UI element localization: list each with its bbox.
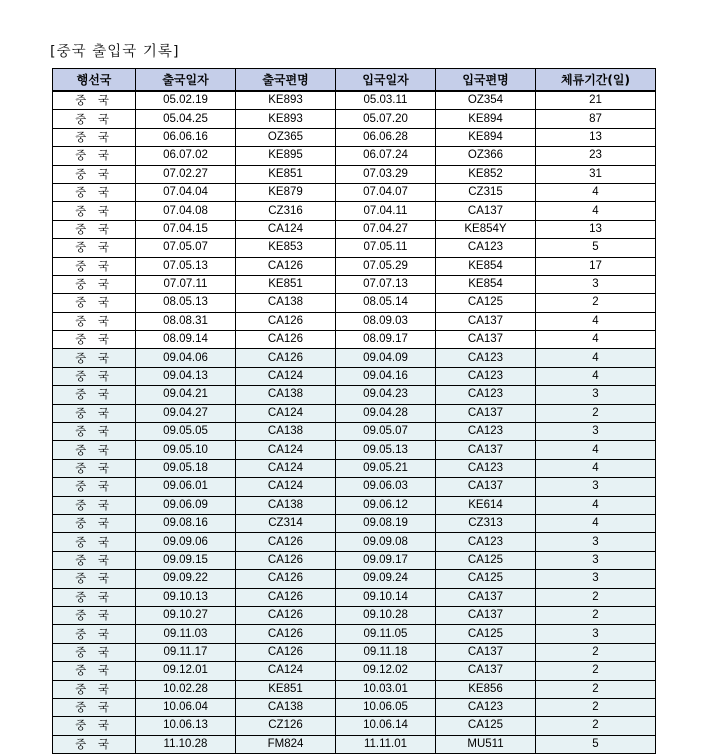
cell-stay-days: 23	[536, 147, 656, 165]
cell-arrival-flight: MU511	[436, 735, 536, 753]
cell-departure-date: 10.02.28	[136, 680, 236, 698]
cell-destination: 중 국	[53, 349, 136, 367]
cell-departure-flight: CZ314	[236, 514, 336, 532]
cell-departure-date: 07.05.07	[136, 239, 236, 257]
cell-departure-date: 09.04.06	[136, 349, 236, 367]
cell-arrival-flight: CA125	[436, 570, 536, 588]
cell-arrival-date: 09.10.14	[336, 588, 436, 606]
cell-departure-flight: CA126	[236, 312, 336, 330]
cell-arrival-flight: CA123	[436, 367, 536, 385]
cell-departure-flight: CZ126	[236, 717, 336, 735]
cell-stay-days: 17	[536, 257, 656, 275]
cell-departure-date: 07.07.11	[136, 275, 236, 293]
cell-departure-date: 09.04.21	[136, 386, 236, 404]
table-row	[53, 625, 656, 643]
table-row	[53, 165, 656, 183]
cell-destination: 중 국	[53, 183, 136, 201]
cell-stay-days: 2	[536, 643, 656, 661]
cell-arrival-flight: CA123	[436, 239, 536, 257]
cell-destination: 중 국	[53, 625, 136, 643]
cell-arrival-date: 09.08.19	[336, 514, 436, 532]
cell-arrival-flight: OZ354	[436, 91, 536, 110]
cell-arrival-flight: CZ315	[436, 183, 536, 201]
cell-arrival-date: 08.05.14	[336, 294, 436, 312]
cell-stay-days: 31	[536, 165, 656, 183]
cell-departure-date: 05.02.19	[136, 91, 236, 110]
cell-departure-date: 08.05.13	[136, 294, 236, 312]
cell-arrival-flight: KE854Y	[436, 220, 536, 238]
cell-departure-flight: OZ365	[236, 128, 336, 146]
cell-departure-flight: CA126	[236, 643, 336, 661]
cell-destination: 중 국	[53, 735, 136, 753]
cell-stay-days: 3	[536, 570, 656, 588]
cell-arrival-date: 07.03.29	[336, 165, 436, 183]
cell-stay-days: 2	[536, 680, 656, 698]
cell-destination: 중 국	[53, 717, 136, 735]
table-row	[53, 312, 656, 330]
cell-destination: 중 국	[53, 680, 136, 698]
travel-records-table	[52, 68, 656, 754]
cell-departure-flight: KE895	[236, 147, 336, 165]
cell-destination: 중 국	[53, 220, 136, 238]
table-row	[53, 698, 656, 716]
table-row	[53, 478, 656, 496]
cell-destination: 중 국	[53, 606, 136, 624]
cell-stay-days: 4	[536, 331, 656, 349]
header-destination: 행선국	[53, 69, 136, 92]
table-row	[53, 680, 656, 698]
cell-departure-date: 10.06.04	[136, 698, 236, 716]
cell-destination: 중 국	[53, 257, 136, 275]
cell-departure-flight: FM824	[236, 735, 336, 753]
cell-stay-days: 21	[536, 91, 656, 110]
cell-destination: 중 국	[53, 643, 136, 661]
cell-departure-flight: CA138	[236, 294, 336, 312]
cell-departure-date: 09.05.05	[136, 423, 236, 441]
table-row	[53, 423, 656, 441]
cell-departure-flight: CA126	[236, 533, 336, 551]
table-row	[53, 239, 656, 257]
cell-arrival-date: 09.09.24	[336, 570, 436, 588]
cell-arrival-flight: CA123	[436, 533, 536, 551]
cell-arrival-flight: KE854	[436, 275, 536, 293]
cell-arrival-date: 05.03.11	[336, 91, 436, 110]
cell-destination: 중 국	[53, 588, 136, 606]
cell-stay-days: 4	[536, 459, 656, 477]
cell-departure-date: 09.05.10	[136, 441, 236, 459]
cell-stay-days: 3	[536, 423, 656, 441]
cell-departure-date: 09.12.01	[136, 662, 236, 680]
cell-arrival-date: 08.09.03	[336, 312, 436, 330]
cell-stay-days: 2	[536, 662, 656, 680]
header-departure-date: 출국일자	[136, 69, 236, 92]
cell-destination: 중 국	[53, 404, 136, 422]
cell-arrival-flight: KE614	[436, 496, 536, 514]
cell-arrival-date: 11.11.01	[336, 735, 436, 753]
cell-arrival-date: 09.04.23	[336, 386, 436, 404]
cell-departure-flight: CA126	[236, 349, 336, 367]
cell-arrival-flight: CA137	[436, 441, 536, 459]
cell-arrival-flight: CA125	[436, 717, 536, 735]
cell-departure-date: 07.05.13	[136, 257, 236, 275]
cell-arrival-date: 07.05.29	[336, 257, 436, 275]
cell-departure-flight: KE893	[236, 91, 336, 110]
cell-departure-date: 09.05.18	[136, 459, 236, 477]
cell-stay-days: 4	[536, 441, 656, 459]
cell-destination: 중 국	[53, 459, 136, 477]
cell-stay-days: 13	[536, 220, 656, 238]
cell-arrival-flight: OZ366	[436, 147, 536, 165]
table-row	[53, 606, 656, 624]
cell-stay-days: 4	[536, 514, 656, 532]
cell-departure-date: 09.11.17	[136, 643, 236, 661]
table-row	[53, 147, 656, 165]
cell-departure-flight: KE851	[236, 165, 336, 183]
cell-arrival-flight: KE856	[436, 680, 536, 698]
cell-departure-flight: CA124	[236, 478, 336, 496]
cell-departure-date: 09.09.06	[136, 533, 236, 551]
cell-arrival-flight: CA125	[436, 294, 536, 312]
cell-stay-days: 4	[536, 349, 656, 367]
cell-arrival-date: 10.06.05	[336, 698, 436, 716]
cell-stay-days: 13	[536, 128, 656, 146]
cell-arrival-date: 09.06.12	[336, 496, 436, 514]
table-row	[53, 128, 656, 146]
header-departure-flight: 출국편명	[236, 69, 336, 92]
cell-arrival-flight: CA137	[436, 331, 536, 349]
cell-arrival-flight: CA123	[436, 349, 536, 367]
cell-departure-date: 09.10.13	[136, 588, 236, 606]
cell-arrival-flight: KE852	[436, 165, 536, 183]
cell-arrival-flight: CA137	[436, 202, 536, 220]
cell-arrival-flight: CA137	[436, 643, 536, 661]
cell-arrival-date: 09.09.08	[336, 533, 436, 551]
cell-destination: 중 국	[53, 514, 136, 532]
cell-departure-flight: CA126	[236, 331, 336, 349]
cell-stay-days: 3	[536, 551, 656, 569]
cell-stay-days: 2	[536, 717, 656, 735]
cell-arrival-date: 10.03.01	[336, 680, 436, 698]
cell-departure-flight: CA138	[236, 698, 336, 716]
table-row	[53, 570, 656, 588]
cell-arrival-date: 07.07.13	[336, 275, 436, 293]
cell-arrival-flight: KE894	[436, 110, 536, 128]
cell-destination: 중 국	[53, 551, 136, 569]
cell-arrival-date: 07.05.11	[336, 239, 436, 257]
cell-arrival-flight: CA137	[436, 588, 536, 606]
cell-departure-flight: CA138	[236, 496, 336, 514]
cell-departure-flight: CA124	[236, 662, 336, 680]
cell-destination: 중 국	[53, 386, 136, 404]
header-stay-days: 체류기간(일)	[536, 69, 656, 92]
cell-arrival-flight: CA123	[436, 698, 536, 716]
cell-destination: 중 국	[53, 165, 136, 183]
cell-arrival-flight: CA123	[436, 386, 536, 404]
table-row	[53, 496, 656, 514]
cell-stay-days: 3	[536, 625, 656, 643]
cell-departure-flight: CA124	[236, 441, 336, 459]
cell-departure-date: 10.06.13	[136, 717, 236, 735]
cell-arrival-date: 09.05.13	[336, 441, 436, 459]
cell-arrival-date: 09.04.09	[336, 349, 436, 367]
cell-stay-days: 3	[536, 386, 656, 404]
cell-departure-flight: CA126	[236, 606, 336, 624]
cell-destination: 중 국	[53, 441, 136, 459]
cell-departure-flight: CA124	[236, 404, 336, 422]
cell-departure-flight: CA126	[236, 570, 336, 588]
cell-stay-days: 2	[536, 606, 656, 624]
cell-departure-date: 09.09.22	[136, 570, 236, 588]
cell-stay-days: 2	[536, 404, 656, 422]
cell-stay-days: 4	[536, 183, 656, 201]
cell-arrival-flight: CA137	[436, 662, 536, 680]
header-arrival-date: 입국일자	[336, 69, 436, 92]
cell-departure-date: 09.09.15	[136, 551, 236, 569]
table-row	[53, 404, 656, 422]
cell-arrival-date: 07.04.11	[336, 202, 436, 220]
cell-departure-date: 07.04.08	[136, 202, 236, 220]
cell-destination: 중 국	[53, 147, 136, 165]
cell-arrival-flight: CA137	[436, 606, 536, 624]
cell-destination: 중 국	[53, 423, 136, 441]
cell-departure-date: 07.04.04	[136, 183, 236, 201]
cell-departure-date: 06.07.02	[136, 147, 236, 165]
table-row	[53, 514, 656, 532]
cell-destination: 중 국	[53, 312, 136, 330]
table-row	[53, 643, 656, 661]
cell-departure-flight: CA124	[236, 220, 336, 238]
cell-arrival-date: 10.06.14	[336, 717, 436, 735]
cell-departure-flight: CA138	[236, 386, 336, 404]
cell-arrival-date: 09.06.03	[336, 478, 436, 496]
table-row	[53, 275, 656, 293]
cell-stay-days: 4	[536, 202, 656, 220]
cell-arrival-flight: CA137	[436, 312, 536, 330]
cell-departure-date: 08.09.14	[136, 331, 236, 349]
cell-destination: 중 국	[53, 496, 136, 514]
cell-departure-flight: CA126	[236, 588, 336, 606]
cell-arrival-date: 09.10.28	[336, 606, 436, 624]
cell-destination: 중 국	[53, 331, 136, 349]
cell-stay-days: 3	[536, 275, 656, 293]
cell-departure-date: 05.04.25	[136, 110, 236, 128]
cell-destination: 중 국	[53, 533, 136, 551]
table-row	[53, 717, 656, 735]
cell-arrival-date: 09.05.21	[336, 459, 436, 477]
cell-departure-flight: KE853	[236, 239, 336, 257]
cell-departure-date: 08.08.31	[136, 312, 236, 330]
cell-arrival-date: 09.04.16	[336, 367, 436, 385]
table-row	[53, 551, 656, 569]
cell-arrival-date: 09.11.18	[336, 643, 436, 661]
cell-arrival-flight: CA123	[436, 423, 536, 441]
cell-arrival-flight: KE854	[436, 257, 536, 275]
table-row	[53, 183, 656, 201]
cell-arrival-date: 09.04.28	[336, 404, 436, 422]
table-row	[53, 735, 656, 753]
cell-stay-days: 4	[536, 367, 656, 385]
cell-destination: 중 국	[53, 478, 136, 496]
cell-departure-flight: CA138	[236, 423, 336, 441]
table-row	[53, 91, 656, 110]
cell-departure-flight: KE851	[236, 275, 336, 293]
cell-departure-flight: CA126	[236, 551, 336, 569]
cell-destination: 중 국	[53, 128, 136, 146]
cell-arrival-flight: CA125	[436, 551, 536, 569]
cell-stay-days: 5	[536, 735, 656, 753]
cell-stay-days: 3	[536, 478, 656, 496]
cell-departure-date: 09.06.09	[136, 496, 236, 514]
table-row	[53, 220, 656, 238]
cell-departure-flight: KE879	[236, 183, 336, 201]
cell-arrival-flight: CA137	[436, 478, 536, 496]
cell-arrival-date: 06.07.24	[336, 147, 436, 165]
cell-departure-date: 06.06.16	[136, 128, 236, 146]
header-arrival-flight: 입국편명	[436, 69, 536, 92]
cell-destination: 중 국	[53, 239, 136, 257]
cell-destination: 중 국	[53, 91, 136, 110]
cell-departure-flight: CA124	[236, 367, 336, 385]
cell-departure-flight: CA124	[236, 459, 336, 477]
cell-destination: 중 국	[53, 698, 136, 716]
cell-departure-flight: KE851	[236, 680, 336, 698]
cell-stay-days: 87	[536, 110, 656, 128]
cell-destination: 중 국	[53, 275, 136, 293]
cell-departure-date: 09.11.03	[136, 625, 236, 643]
cell-departure-date: 11.10.28	[136, 735, 236, 753]
cell-departure-date: 07.04.15	[136, 220, 236, 238]
cell-destination: 중 국	[53, 367, 136, 385]
table-body	[53, 91, 656, 754]
cell-departure-date: 09.08.16	[136, 514, 236, 532]
cell-destination: 중 국	[53, 662, 136, 680]
cell-arrival-date: 08.09.17	[336, 331, 436, 349]
cell-departure-date: 09.10.27	[136, 606, 236, 624]
page-title: [중국 출입국 기록]	[50, 44, 180, 60]
cell-stay-days: 2	[536, 588, 656, 606]
cell-stay-days: 4	[536, 312, 656, 330]
cell-arrival-date: 09.12.02	[336, 662, 436, 680]
table-row	[53, 588, 656, 606]
cell-stay-days: 2	[536, 698, 656, 716]
cell-arrival-date: 09.05.07	[336, 423, 436, 441]
table-row	[53, 257, 656, 275]
cell-arrival-flight: CA125	[436, 625, 536, 643]
table-row	[53, 110, 656, 128]
cell-departure-flight: CA126	[236, 257, 336, 275]
cell-arrival-flight: KE894	[436, 128, 536, 146]
table-header-row	[53, 69, 656, 92]
cell-departure-date: 07.02.27	[136, 165, 236, 183]
cell-stay-days: 5	[536, 239, 656, 257]
table-row	[53, 533, 656, 551]
table-row	[53, 202, 656, 220]
cell-departure-flight: KE893	[236, 110, 336, 128]
table-row	[53, 331, 656, 349]
cell-arrival-date: 09.11.05	[336, 625, 436, 643]
table-row	[53, 459, 656, 477]
cell-destination: 중 국	[53, 202, 136, 220]
cell-departure-date: 09.04.13	[136, 367, 236, 385]
table-row	[53, 441, 656, 459]
cell-destination: 중 국	[53, 110, 136, 128]
cell-destination: 중 국	[53, 570, 136, 588]
table-row	[53, 367, 656, 385]
cell-departure-flight: CZ316	[236, 202, 336, 220]
cell-arrival-flight: CA137	[436, 404, 536, 422]
cell-arrival-date: 07.04.07	[336, 183, 436, 201]
cell-arrival-date: 05.07.20	[336, 110, 436, 128]
table-row	[53, 294, 656, 312]
cell-departure-flight: CA126	[236, 625, 336, 643]
cell-destination: 중 국	[53, 294, 136, 312]
cell-arrival-date: 07.04.27	[336, 220, 436, 238]
cell-arrival-date: 06.06.28	[336, 128, 436, 146]
table-row	[53, 349, 656, 367]
cell-arrival-flight: CA123	[436, 459, 536, 477]
cell-stay-days: 3	[536, 533, 656, 551]
cell-stay-days: 4	[536, 496, 656, 514]
cell-stay-days: 2	[536, 294, 656, 312]
cell-arrival-flight: CZ313	[436, 514, 536, 532]
cell-departure-date: 09.06.01	[136, 478, 236, 496]
table-row	[53, 386, 656, 404]
cell-arrival-date: 09.09.17	[336, 551, 436, 569]
table-row	[53, 662, 656, 680]
cell-departure-date: 09.04.27	[136, 404, 236, 422]
